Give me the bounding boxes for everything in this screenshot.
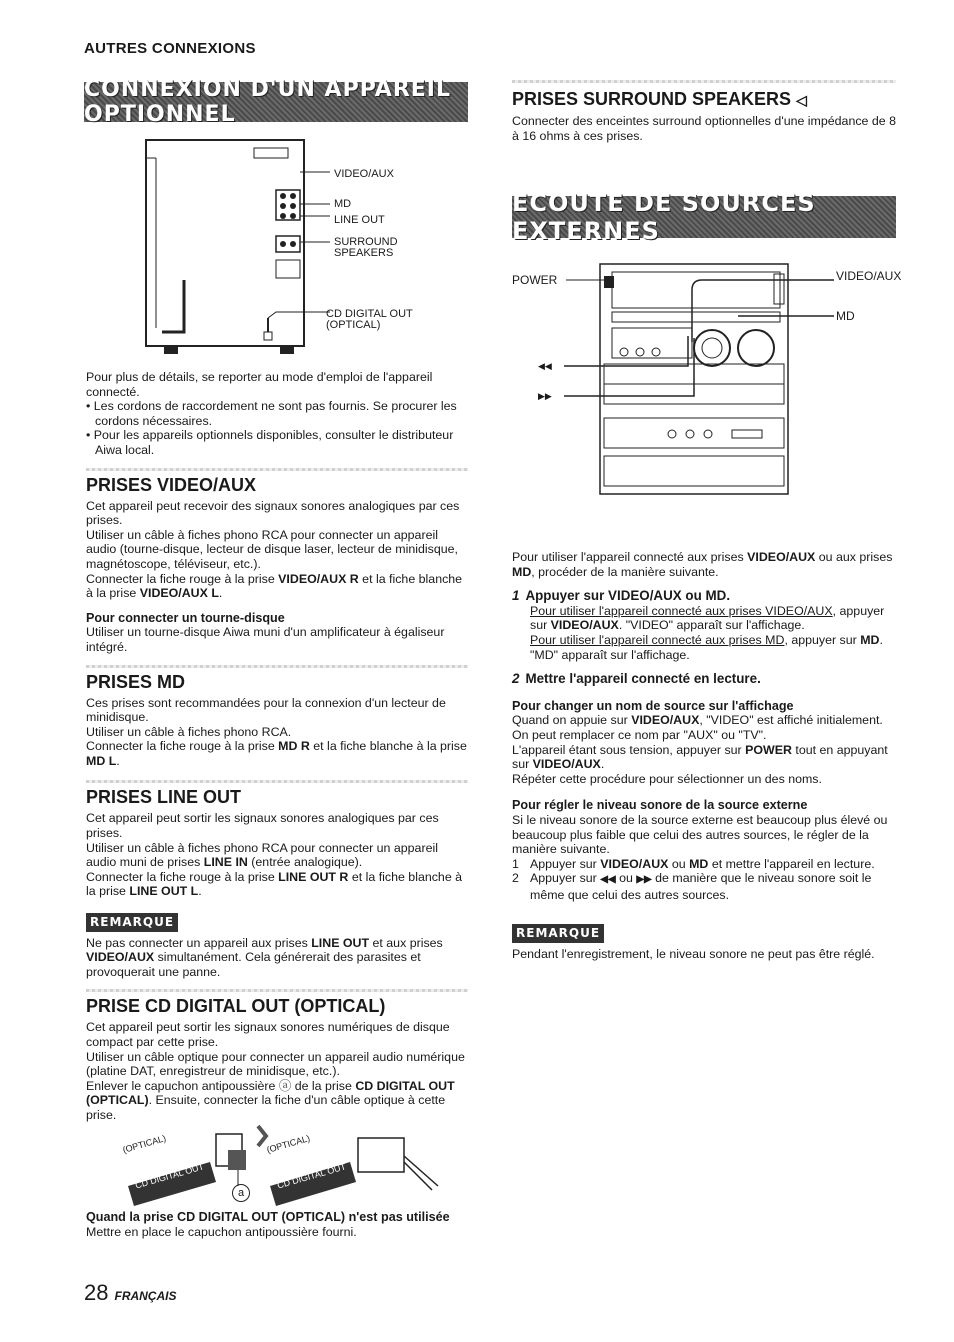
- step-1-body: [512, 604, 898, 662]
- divider: [86, 665, 468, 668]
- bullet-item: • Pour les appareils optionnels disponibles, consulter le distributeur Aiwa local.: [86, 428, 454, 457]
- remarque-text: Ne pas connecter un appareil aux prises LINE OUT et aux prises VIDEO/AUX simultanément. Cela générerait des parasites et provoquerait une panne.: [86, 935, 443, 979]
- left-column: [86, 370, 468, 1123]
- label-optical: (OPTICAL): [326, 319, 381, 331]
- label-md-front: MD: [836, 309, 855, 323]
- right-intro: Pour utiliser l'appareil connecté aux prises VIDEO/AUX ou aux prises MD, procéder de la manière suivante.: [512, 550, 893, 579]
- remarque-badge-wrap: [86, 913, 468, 932]
- heading-turntable: Pour connecter un tourne-disque: [86, 610, 285, 625]
- page-language: FRANÇAIS: [114, 1289, 177, 1303]
- front-panel-figure: [512, 256, 912, 502]
- intro-text: Pour plus de détails, se reporter au mode d'emploi de l'appareil connecté.: [86, 370, 433, 399]
- cd-digital-p1: Cet appareil peut sortir les signaux sonores numériques de disque compact par cette prise.: [86, 1020, 450, 1049]
- label-md: MD: [334, 198, 352, 210]
- optical-note: [86, 1210, 486, 1239]
- surround-text: Connecter des enceintes surround optionnelles d'une impédance de 8 à 16 ohms à ces prises.: [512, 114, 896, 143]
- level-text: Si le niveau sonore de la source externe est beaucoup plus élevé ou beaucoup plus faible que celui des autres sources, le régler de la manière suivante.: [512, 812, 888, 857]
- heading-md: PRISES MD: [86, 671, 186, 692]
- fast-forward-icon: ▶▶: [538, 391, 552, 401]
- optical-note-text: Mettre en place le capuchon antipoussière fourni.: [86, 1224, 357, 1239]
- cd-label-1: CD DIGITAL OUT: [133, 1161, 206, 1191]
- step-2-title: 2 Mettre l'appareil connecté en lecture.: [512, 671, 761, 687]
- heading-line-out: PRISES LINE OUT: [86, 787, 242, 808]
- label-speakers: SPEAKERS: [334, 247, 394, 259]
- step-1-line-1: Pour utiliser l'appareil connecté aux prises VIDEO/AUX, appuyer sur VIDEO/AUX. "VIDEO" apparaît sur l'affichage.: [530, 603, 885, 633]
- remarque-badge-right: REMARQUE: [512, 924, 604, 943]
- rear-panel-figure: [84, 128, 468, 360]
- cd-digital-p2: Utiliser un câble optique pour connecter un appareil audio numérique (platine DAT, enregistreur de minidisque, etc.).: [86, 1049, 465, 1079]
- line-out-p2: Utiliser un câble à fiches phono RCA pour connecter un appareil audio muni de prises LINE IN (entrée analogique).: [86, 840, 438, 870]
- label-cd-digital-out: CD DIGITAL OUT: [326, 308, 413, 320]
- change-name-p2: L'appareil étant sous tension, appuyer sur POWER tout en appuyant sur VIDEO/AUX.: [512, 742, 888, 772]
- cd-digital-p3: Enlever le capuchon antipoussière ⓐ de la prise CD DIGITAL OUT (OPTICAL). Ensuite, connecter la fiche d'un câble optique à cette prise.: [86, 1078, 455, 1122]
- heading-change-name: Pour changer un nom de source sur l'affichage: [512, 698, 794, 713]
- label-power: POWER: [512, 273, 558, 287]
- label-video-aux-front: VIDEO/AUX: [836, 269, 902, 283]
- heading-level: Pour régler le niveau sonore de la source externe: [512, 798, 808, 813]
- right-column: [512, 550, 898, 962]
- bullet-item: • Les cordons de raccordement ne sont pas fournis. Se procurer les cordons nécessaires.: [86, 399, 457, 428]
- section-tag: AUTRES CONNEXIONS: [84, 40, 256, 57]
- remarque-badge: REMARQUE: [86, 913, 178, 932]
- label-surround: SURROUND: [334, 236, 398, 248]
- divider: [512, 80, 896, 83]
- front-panel-drawing: [512, 256, 912, 502]
- heading-cd-digital: PRISE CD DIGITAL OUT (OPTICAL): [86, 996, 386, 1017]
- remarque-text-right: Pendant l'enregistrement, le niveau sonore ne peut pas être réglé.: [512, 947, 875, 962]
- turntable-text: Utiliser un tourne-disque Aiwa muni d'un amplificateur à égaliseur intégré.: [86, 625, 445, 654]
- optical-figure: [120, 1116, 440, 1208]
- step-1-title: 1 Appuyer sur VIDEO/AUX ou MD.: [512, 588, 731, 604]
- heading-video-aux: PRISES VIDEO/AUX: [86, 474, 257, 495]
- optical-note-title: Quand la prise CD DIGITAL OUT (OPTICAL) n'est pas utilisée: [86, 1210, 450, 1224]
- change-name-p3: Répéter cette procédure pour sélectionner un des noms.: [512, 771, 822, 786]
- optical-drawing: [120, 1116, 440, 1208]
- divider: [86, 989, 468, 992]
- video-aux-p3: Connecter la fiche rouge à la prise VIDEO/AUX R et la fiche blanche à la prise VIDEO/AUX L.: [86, 571, 463, 601]
- change-name-p1: Quand on appuie sur VIDEO/AUX, "VIDEO" est affiché initialement. On peut remplacer ce nom par "AUX" ou "TV".: [512, 713, 883, 742]
- rear-panel-drawing: [84, 128, 468, 360]
- page-number: 28: [84, 1280, 109, 1305]
- label-line-out: LINE OUT: [334, 214, 385, 226]
- page-footer: [84, 1280, 176, 1306]
- rewind-icon: ◀◀: [538, 361, 552, 371]
- optical-label-1: (OPTICAL): [121, 1133, 168, 1155]
- remarque-badge-wrap-right: [512, 924, 898, 943]
- right-banner: ECOUTE DE SOURCES EXTERNES: [512, 196, 896, 238]
- divider: [86, 468, 468, 471]
- cd-label-2: CD DIGITAL OUT: [275, 1161, 348, 1191]
- speaker-icon: ◁: [796, 92, 807, 108]
- md-p2: Utiliser un câble à fiches phono RCA.: [86, 724, 292, 739]
- dust-cap-label: a: [232, 1184, 250, 1202]
- left-banner: CONNEXION D'UN APPAREIL OPTIONNEL: [84, 82, 468, 122]
- level-step-1: 1 Appuyer sur VIDEO/AUX ou MD et mettre l'appareil en lecture.: [512, 856, 875, 871]
- video-aux-p2: Utiliser un câble à fiches phono RCA pour connecter un appareil audio (tourne-disque, lecteur de disque laser, lecteur de minidisque, magnétoscope, téléviseur, etc.).: [86, 527, 458, 571]
- surround-section: [512, 80, 896, 143]
- line-out-p3: Connecter la fiche rouge à la prise LINE OUT R et la fiche blanche à la prise LINE OUT L.: [86, 869, 463, 899]
- label-video-aux: VIDEO/AUX: [334, 168, 394, 180]
- step-1-line-2: Pour utiliser l'appareil connecté aux prises MD, appuyer sur MD. "MD" apparaît sur l'affichage.: [530, 632, 883, 662]
- divider: [86, 780, 468, 783]
- heading-surround: PRISES SURROUND SPEAKERS ◁: [512, 89, 807, 109]
- line-out-p1: Cet appareil peut sortir les signaux sonores analogiques par ces prises.: [86, 811, 439, 841]
- video-aux-p1: Cet appareil peut recevoir des signaux sonores analogiques par ces prises.: [86, 498, 460, 528]
- md-p3: Connecter la fiche rouge à la prise MD R et la fiche blanche à la prise MD L.: [86, 739, 467, 768]
- level-step-2: 2 Appuyer sur ◀◀ ou ▶▶ de manière que le niveau sonore soit le même que celui des autres sources.: [512, 871, 872, 902]
- md-p1: Ces prises sont recommandées pour la connexion d'un lecteur de minidisque.: [86, 695, 446, 725]
- optical-label-2: (OPTICAL): [265, 1133, 312, 1155]
